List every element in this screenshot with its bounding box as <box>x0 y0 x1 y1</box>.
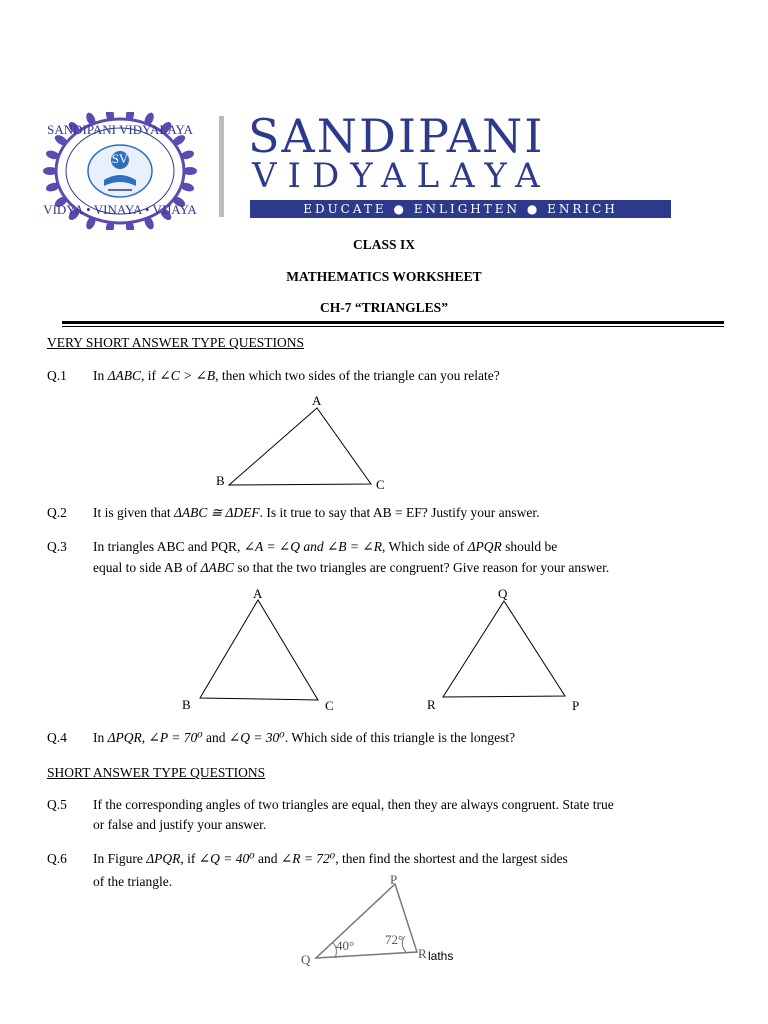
question-number: Q.1 <box>47 368 67 383</box>
question-number: Q.2 <box>47 505 67 520</box>
class-title: CLASS IX <box>353 237 415 252</box>
question-number: Q.5 <box>47 797 67 812</box>
question-number: Q.3 <box>47 539 67 554</box>
q6-text-part: In Figure <box>93 851 147 866</box>
figure-q6-triangle <box>293 872 433 968</box>
logo-bottom-text: VIDYA • VINAYA • VIJAYA <box>43 202 197 217</box>
header-divider <box>219 116 224 217</box>
question-5-text-line2: or false and justify your answer. <box>93 817 267 832</box>
vertex-label-q: Q <box>301 952 311 967</box>
q1-text-part: , then which two sides of the triangle can you relate? <box>215 368 500 383</box>
q6-text-part: , if <box>180 851 199 866</box>
chapter-title: CH-7 “TRIANGLES” <box>320 300 448 315</box>
q4-math: ∠Q = 30⁰ <box>228 730 285 745</box>
school-name-line2: VIDYALAYA <box>252 156 551 196</box>
section-title-short: SHORT ANSWER TYPE QUESTIONS <box>47 765 266 780</box>
q4-text-part: In <box>93 730 108 745</box>
q6-text-part: , then find the shortest and the largest sides <box>335 851 568 866</box>
title-rule-thin <box>62 326 724 327</box>
figure-q3-triangle-abc <box>170 583 350 713</box>
logo-top-text: SANDIPANI VIDYALAYA <box>47 122 193 137</box>
footer-text: laths <box>428 949 454 963</box>
school-emblem <box>38 112 202 230</box>
question-3-text-line2 <box>93 558 609 578</box>
question-5-text: If the corresponding angles of two triangles are equal, then they are always congruent. State true <box>93 797 614 812</box>
logo-monogram: SV <box>111 151 129 166</box>
q3-text-part: equal to side AB of <box>93 560 201 575</box>
question-number: Q.4 <box>47 730 67 745</box>
vertex-label-q: Q <box>498 586 508 601</box>
q3-text-part: In triangles ABC and PQR, <box>93 539 244 554</box>
vertex-label-p: P <box>390 872 398 887</box>
vertex-label-b: B <box>182 697 191 712</box>
q6-math: ∠Q = 40⁰ <box>198 851 255 866</box>
school-tagline: EDUCATE ● ENLIGHTEN ● ENRICH <box>250 200 671 218</box>
q3-math: ∠A = ∠Q and ∠B = ∠R <box>243 539 382 554</box>
question-1-text <box>93 366 500 386</box>
question-4-text <box>93 728 515 748</box>
q2-math: ΔABC ≅ ΔDEF <box>174 505 260 520</box>
vertex-label-c: C <box>376 477 385 492</box>
question-6-text <box>93 849 568 869</box>
school-emblem-svg <box>38 112 202 230</box>
q6-math: ΔPQR <box>146 851 181 866</box>
school-name-line1: SANDIPANI <box>248 109 545 163</box>
q4-text-part: and <box>202 730 229 745</box>
q2-text-part: It is given that <box>93 505 174 520</box>
vertex-label-p: P <box>572 698 580 713</box>
vertex-label-b: B <box>216 473 225 488</box>
vertex-label-r: R <box>418 946 427 961</box>
vertex-label-r: R <box>427 697 436 712</box>
question-number: Q.6 <box>47 851 67 866</box>
q3-text-part: so that the two triangles are congruent? Give reason for your answer. <box>234 560 610 575</box>
question-2-text <box>93 503 540 523</box>
title-rule <box>62 321 724 324</box>
q2-text-part: . Is it true to say that AB = EF? Justify your answer. <box>259 505 540 520</box>
question-6-text-line2: of the triangle. <box>93 874 173 889</box>
vertex-label-a: A <box>312 393 322 408</box>
q1-math: ΔABC <box>107 368 142 383</box>
q3-text-part: should be <box>501 539 558 554</box>
q1-text-part: , if <box>141 368 160 383</box>
angle-label-r: 72° <box>385 932 404 947</box>
worksheet-title: MATHEMATICS WORKSHEET <box>286 269 482 284</box>
question-3-text <box>93 537 557 557</box>
figure-q3-triangle-pqr <box>415 583 595 713</box>
section-title-very-short: VERY SHORT ANSWER TYPE QUESTIONS <box>47 335 304 350</box>
q1-text-part: In <box>93 368 108 383</box>
vertex-label-c: C <box>325 698 334 713</box>
q3-math: ΔABC <box>200 560 235 575</box>
q6-math: ∠R = 72⁰ <box>280 851 336 866</box>
q3-math: ΔPQR <box>467 539 502 554</box>
q3-text-part: , Which side of <box>381 539 468 554</box>
figure-q1-triangle <box>200 390 400 495</box>
vertex-label-a: A <box>253 586 263 601</box>
q4-math: ΔPQR, ∠P = 70⁰ <box>107 730 203 745</box>
q6-text-part: and <box>254 851 281 866</box>
q1-math: ∠C > ∠B <box>159 368 216 383</box>
q4-text-part: . Which side of this triangle is the longest? <box>284 730 516 745</box>
angle-label-q: 40° <box>336 938 355 953</box>
